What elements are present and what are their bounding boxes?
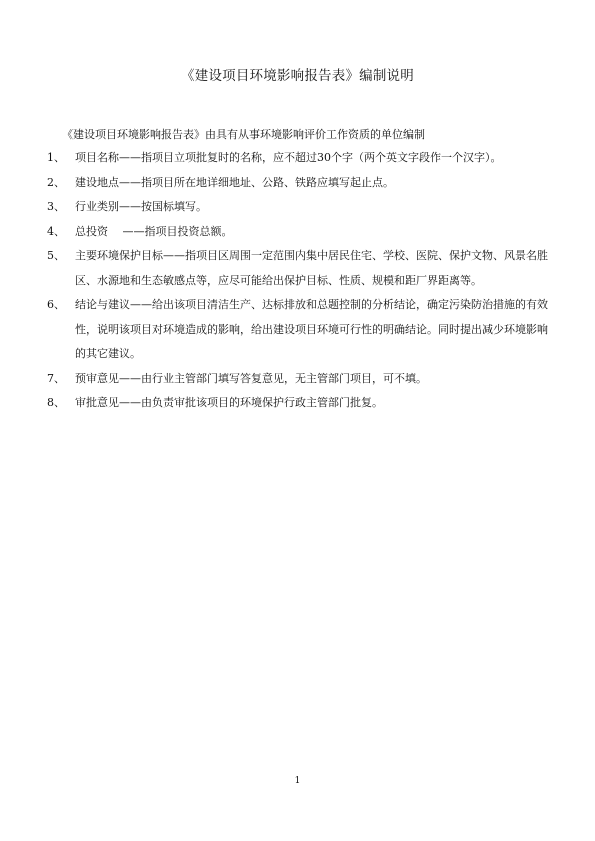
list-item <box>47 293 557 367</box>
list-item <box>47 391 557 416</box>
item-number: 1、 <box>47 151 65 164</box>
item-text: 预审意见——由行业主管部门填写答复意见，无主管部门项目，可不填。 <box>75 371 427 385</box>
list-item <box>47 220 557 245</box>
list-item <box>47 244 557 293</box>
item-number: 4、 <box>47 224 65 238</box>
item-text: 行业类别——按国标填写。 <box>75 200 207 213</box>
item-number: 5、 <box>47 249 65 262</box>
list-item <box>47 171 557 196</box>
item-number: 2、 <box>47 175 65 189</box>
item-text: 主要环境保护目标——指项目区周围一定范围内集中居民住宅、学校、医院、保护文物、风景名胜区、水源地和生态敏感点等，应尽可能给出保护目标、性质、规模和距厂界距离等。 <box>75 249 548 287</box>
item-number: 3、 <box>47 200 65 213</box>
list-item <box>47 367 557 392</box>
list-item <box>47 146 557 171</box>
list-item <box>47 195 557 220</box>
item-number: 7、 <box>47 371 65 385</box>
document-title: 《建设项目环境影响报告表》编制说明 <box>181 68 414 84</box>
item-text: 审批意见——由负责审批该项目的环境保护行政主管部门批复。 <box>75 396 383 409</box>
item-text: 项目名称——指项目立项批复时的名称，应不超过30个字（两个英文字段作一个汉字）。 <box>75 151 502 164</box>
item-number: 6、 <box>47 298 65 311</box>
item-text: 总投资 ——指项目投资总额。 <box>75 224 233 238</box>
instruction-list <box>47 146 557 416</box>
page-number: 1 <box>294 776 301 786</box>
item-number: 8、 <box>47 396 65 409</box>
item-text: 建设地点——指项目所在地详细地址、公路、铁路应填写起止点。 <box>75 175 394 189</box>
item-text: 结论与建议——给出该项目清洁生产、达标排放和总题控制的分析结论，确定污染防治措施的有效性，说明该项目对环境造成的影响，给出建设项目环境可行性的明确结论。同时提出减少环境影响的其它建议。 <box>75 298 548 360</box>
intro-paragraph: 《建设项目环境影响报告表》由具有从事环境影响评价工作资质的单位编制 <box>62 128 425 141</box>
